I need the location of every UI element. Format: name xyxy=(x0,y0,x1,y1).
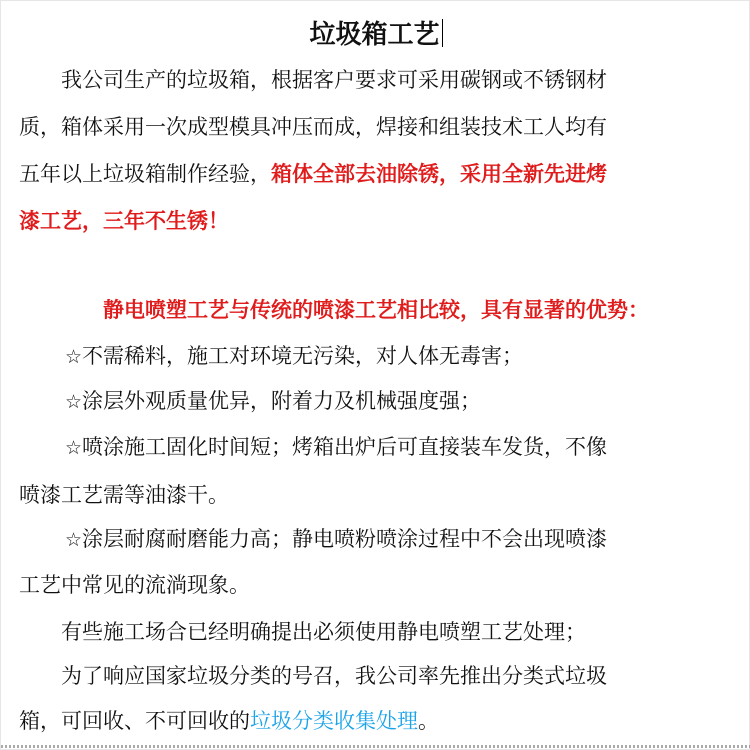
advantage-item-4 xyxy=(65,524,733,555)
advantages-heading: 静电喷塑工艺与传统的喷漆工艺相比较，具有显著的优势： xyxy=(103,297,649,322)
advantage-item-4-continued: 工艺中常见的流淌现象。 xyxy=(19,573,250,597)
advantage-item-1 xyxy=(65,341,733,372)
garbage-sorting-link[interactable]: 垃圾分类收集处理 xyxy=(250,709,418,733)
intro-line-2: 质，箱体采用一次成型模具冲压而成，焊接和组装技术工人均有 xyxy=(19,115,607,139)
closing-line-3-end: 。 xyxy=(418,709,439,733)
advantage-text: 不需稀料，施工对环境无污染，对人体无毒害； xyxy=(82,344,524,368)
intro-line-1: 我公司生产的垃圾箱，根据客户要求可采用碳钢或不锈钢材 xyxy=(19,68,607,92)
advantage-item-3-continued: 喷漆工艺需等油漆干。 xyxy=(19,483,229,507)
intro-line-4: 漆工艺，三年不生锈！ xyxy=(19,208,229,233)
text-cursor xyxy=(442,19,443,47)
intro-line-3 xyxy=(19,159,733,189)
closing-line-3-text: 箱，可回收、不可回收的 xyxy=(19,709,250,733)
advantage-text: 涂层耐腐耐磨能力高；静电喷粉喷涂过程中不会出现喷漆 xyxy=(82,527,608,551)
document-title[interactable] xyxy=(1,15,750,55)
advantage-item-2 xyxy=(65,386,733,417)
page-bottom-rule xyxy=(1,745,750,748)
star-icon: ☆ xyxy=(65,529,83,551)
advantage-text: 喷涂施工固化时间短；烤箱出炉后可直接装车发货，不像 xyxy=(82,435,608,459)
advantage-text: 涂层外观质量优异，附着力及机械强度强； xyxy=(82,389,482,413)
intro-line-3-text: 五年以上垃圾箱制作经验， xyxy=(19,162,271,186)
star-icon: ☆ xyxy=(65,437,83,459)
star-icon: ☆ xyxy=(65,346,83,368)
advantage-item-3 xyxy=(65,432,733,463)
closing-line-3 xyxy=(19,706,733,736)
title-text: 垃圾箱工艺 xyxy=(309,20,440,50)
closing-line-1: 有些施工场合已经明确提出必须使用静电喷塑工艺处理； xyxy=(19,620,586,644)
star-icon: ☆ xyxy=(65,391,83,413)
intro-highlight-text: 箱体全部去油除锈，采用全新先进烤 xyxy=(271,161,607,186)
closing-line-2: 为了响应国家垃圾分类的号召，我公司率先推出分类式垃圾 xyxy=(19,664,607,688)
